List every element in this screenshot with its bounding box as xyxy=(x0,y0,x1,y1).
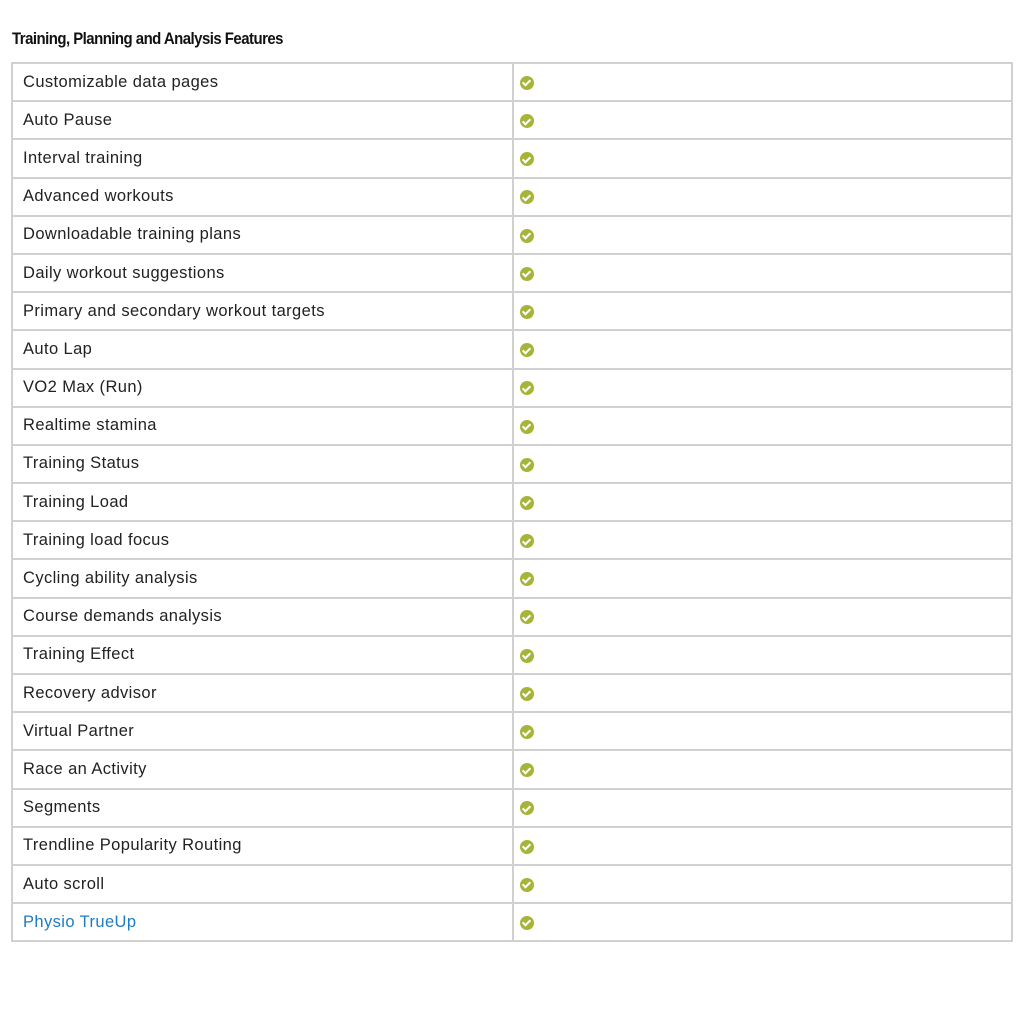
feature-support-cell xyxy=(513,254,1012,292)
feature-support-cell xyxy=(513,139,1012,177)
table-row xyxy=(12,559,1012,597)
check-circle-icon xyxy=(520,458,534,472)
feature-support-cell xyxy=(513,865,1012,903)
check-circle-icon xyxy=(520,572,534,586)
table-row xyxy=(12,216,1012,254)
feature-name: Downloadable training plans xyxy=(12,216,513,254)
table-row xyxy=(12,521,1012,559)
table-row xyxy=(12,292,1012,330)
feature-name: Training Load xyxy=(12,483,513,521)
features-table xyxy=(11,62,1013,942)
feature-link[interactable]: Physio TrueUp xyxy=(12,903,513,941)
feature-support-cell xyxy=(513,292,1012,330)
feature-support-cell xyxy=(513,750,1012,788)
feature-support-cell xyxy=(513,598,1012,636)
feature-support-cell xyxy=(513,903,1012,941)
table-row xyxy=(12,636,1012,674)
check-circle-icon xyxy=(520,305,534,319)
feature-name: Training load focus xyxy=(12,521,513,559)
check-circle-icon xyxy=(520,496,534,510)
table-row xyxy=(12,369,1012,407)
feature-support-cell xyxy=(513,101,1012,139)
table-row xyxy=(12,750,1012,788)
check-circle-icon xyxy=(520,343,534,357)
check-circle-icon xyxy=(520,76,534,90)
check-circle-icon xyxy=(520,687,534,701)
check-circle-icon xyxy=(520,725,534,739)
feature-name: Course demands analysis xyxy=(12,598,513,636)
feature-support-cell xyxy=(513,827,1012,865)
table-row xyxy=(12,865,1012,903)
section-title: Training, Planning and Analysis Features xyxy=(12,29,283,48)
feature-support-cell xyxy=(513,445,1012,483)
feature-support-cell xyxy=(513,330,1012,368)
check-circle-icon xyxy=(520,229,534,243)
table-row xyxy=(12,598,1012,636)
check-circle-icon xyxy=(520,763,534,777)
table-row xyxy=(12,674,1012,712)
check-circle-icon xyxy=(520,916,534,930)
check-circle-icon xyxy=(520,878,534,892)
feature-name: Cycling ability analysis xyxy=(12,559,513,597)
feature-name: Interval training xyxy=(12,139,513,177)
feature-support-cell xyxy=(513,559,1012,597)
feature-name: Auto scroll xyxy=(12,865,513,903)
feature-support-cell xyxy=(513,521,1012,559)
check-circle-icon xyxy=(520,381,534,395)
table-row xyxy=(12,254,1012,292)
feature-name: Auto Lap xyxy=(12,330,513,368)
table-row xyxy=(12,407,1012,445)
table-row xyxy=(12,330,1012,368)
check-circle-icon xyxy=(520,420,534,434)
table-row xyxy=(12,445,1012,483)
feature-support-cell xyxy=(513,407,1012,445)
feature-support-cell xyxy=(513,712,1012,750)
check-circle-icon xyxy=(520,610,534,624)
table-row xyxy=(12,101,1012,139)
feature-name: Recovery advisor xyxy=(12,674,513,712)
feature-support-cell xyxy=(513,369,1012,407)
table-row xyxy=(12,483,1012,521)
check-circle-icon xyxy=(520,840,534,854)
check-circle-icon xyxy=(520,801,534,815)
check-circle-icon xyxy=(520,534,534,548)
feature-support-cell xyxy=(513,178,1012,216)
feature-support-cell xyxy=(513,789,1012,827)
feature-support-cell xyxy=(513,636,1012,674)
feature-support-cell xyxy=(513,674,1012,712)
feature-name: Segments xyxy=(12,789,513,827)
check-circle-icon xyxy=(520,649,534,663)
feature-support-cell xyxy=(513,63,1012,101)
table-row xyxy=(12,789,1012,827)
feature-support-cell xyxy=(513,483,1012,521)
table-row xyxy=(12,827,1012,865)
feature-name: Virtual Partner xyxy=(12,712,513,750)
feature-name: Training Effect xyxy=(12,636,513,674)
check-circle-icon xyxy=(520,190,534,204)
feature-name: Auto Pause xyxy=(12,101,513,139)
feature-name: Advanced workouts xyxy=(12,178,513,216)
feature-name: Realtime stamina xyxy=(12,407,513,445)
feature-name: Race an Activity xyxy=(12,750,513,788)
check-circle-icon xyxy=(520,152,534,166)
table-row xyxy=(12,712,1012,750)
feature-name: Trendline Popularity Routing xyxy=(12,827,513,865)
table-row xyxy=(12,63,1012,101)
table-row xyxy=(12,178,1012,216)
table-row xyxy=(12,903,1012,941)
check-circle-icon xyxy=(520,267,534,281)
feature-name: Training Status xyxy=(12,445,513,483)
table-row xyxy=(12,139,1012,177)
feature-name: Customizable data pages xyxy=(12,63,513,101)
check-circle-icon xyxy=(520,114,534,128)
feature-name: VO2 Max (Run) xyxy=(12,369,513,407)
feature-name: Primary and secondary workout targets xyxy=(12,292,513,330)
feature-name: Daily workout suggestions xyxy=(12,254,513,292)
feature-support-cell xyxy=(513,216,1012,254)
